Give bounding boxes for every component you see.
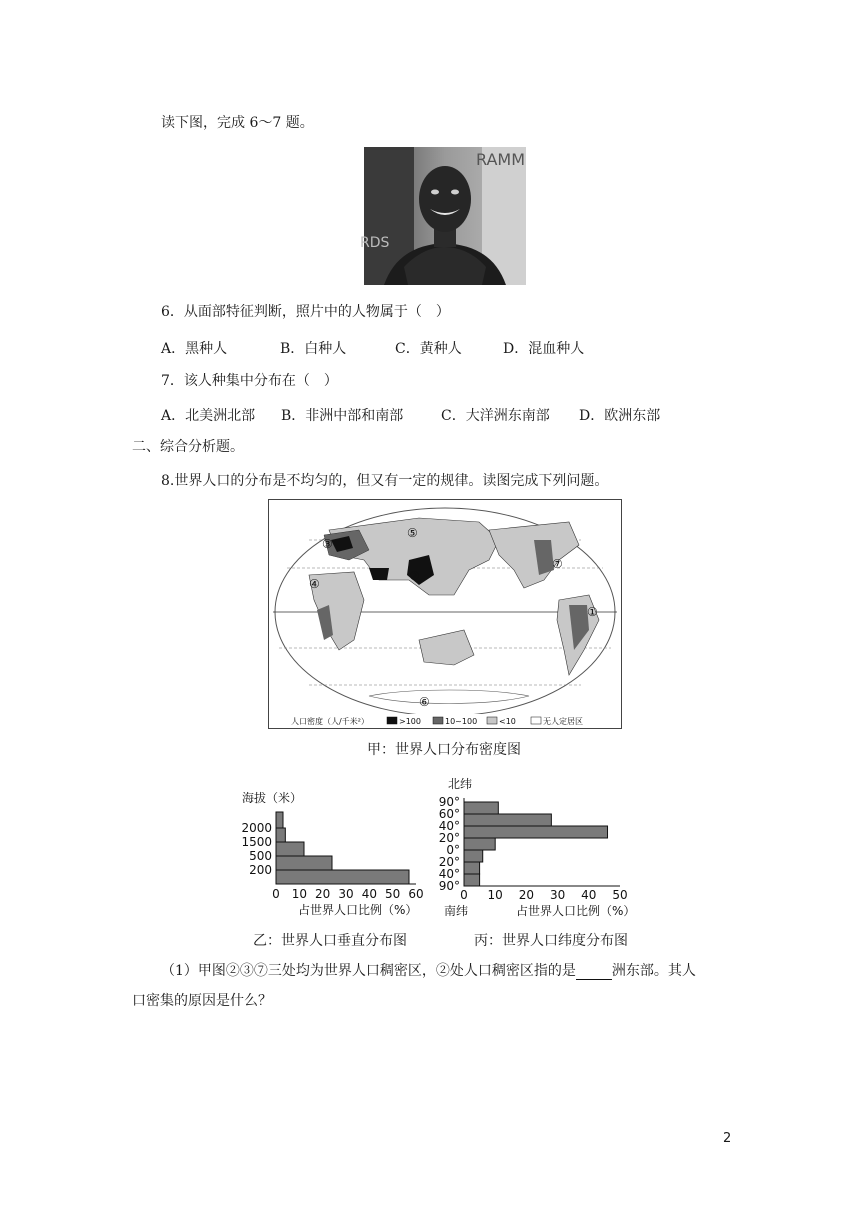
chart-bing-bar	[464, 826, 608, 838]
q6-option-c[interactable]: C．黄种人	[395, 341, 462, 357]
q8-sub1-text-a: （1）甲图②③⑦三处均为世界人口稠密区，②处人口稠密区指的是	[161, 963, 576, 979]
chart-yi-ytick: 200	[249, 863, 272, 877]
q7-option-a[interactable]: A．北美洲北部	[161, 408, 256, 424]
chart-yi-ytick: 500	[249, 849, 272, 863]
chart-yi-bar	[276, 812, 283, 828]
chart-bing-ytick: 20°	[438, 831, 460, 845]
chart-bing-ytick: 0°	[446, 843, 460, 857]
chart-yi-xtick: 60	[408, 887, 424, 901]
chart-bing-ytick: 20°	[438, 855, 460, 869]
chart-yi-xtick: 30	[338, 887, 354, 901]
intro-text: 读下图，完成 6～7 题。	[161, 115, 314, 131]
q7-option-c[interactable]: C．大洋洲东南部	[441, 408, 550, 424]
q6-option-b[interactable]: B．白种人	[280, 341, 347, 357]
watermark-top: RAMM	[476, 150, 526, 169]
chart-bing-xtick: 30	[549, 888, 566, 902]
chart-bing-xtick: 40	[581, 888, 597, 902]
chart-bing-ytick: 40°	[438, 819, 460, 833]
section-2-heading: 二、综合分析题。	[132, 439, 244, 455]
map-caption: 甲：世界人口分布密度图	[367, 742, 521, 758]
chart-bing-bar	[464, 814, 551, 826]
chart-bing-bar	[464, 802, 498, 814]
chart-bing-xtick: 20	[518, 888, 535, 902]
chart-bing-xlabel: 占世界人口比例（%）	[516, 904, 636, 918]
person-photo	[360, 147, 526, 285]
chart-yi-ytick: 1500	[241, 835, 272, 849]
chart-bing-ytick: 90°	[438, 879, 460, 893]
marker-7: ⑦	[552, 557, 563, 571]
legend-item-mid: 10~100	[445, 717, 478, 726]
q8-sub1-line1	[161, 962, 696, 980]
marker-5: ⑤	[407, 526, 418, 540]
chart-yi-xtick: 40	[361, 887, 377, 901]
chart-bing-xtick: 10	[487, 888, 503, 902]
legend-item-high: >100	[399, 717, 421, 726]
q7-option-b[interactable]: B．非洲中部和南部	[281, 408, 404, 424]
chart-yi-xlabel: 占世界人口比例（%）	[298, 903, 418, 917]
chart-bing-xtick: 50	[612, 888, 628, 902]
q6-option-d[interactable]: D．混血种人	[503, 341, 585, 357]
chart-latitude-distribution	[438, 770, 648, 924]
person-illustration	[360, 147, 526, 285]
marker-2: ②	[409, 569, 420, 583]
q8-stem: 8.世界人口的分布是不均匀的，但又有一定的规律。读图完成下列问题。	[161, 473, 609, 489]
chart-yi-caption: 乙：世界人口垂直分布图	[253, 933, 407, 949]
q8-sub1-text-b: 洲东部。其人	[611, 963, 696, 979]
chart-bing-ytick: 40°	[438, 867, 460, 881]
legend-item-none: 无人定居区	[543, 717, 583, 726]
q7-option-d[interactable]: D．欧洲东部	[579, 408, 661, 424]
q6-option-a[interactable]: A．黑种人	[161, 341, 228, 357]
marker-6: ⑥	[419, 695, 430, 709]
legend-label: 人口密度（人/千米²）	[291, 717, 369, 726]
marker-1: ①	[587, 605, 598, 619]
chart-bing-xtick: 0	[460, 888, 468, 902]
chart-yi-bar	[276, 856, 332, 870]
q8-sub1-line2: 口密集的原因是什么？	[132, 993, 272, 1009]
chart-yi-bar	[276, 828, 285, 842]
chart-yi-xtick: 10	[291, 887, 307, 901]
q6-stem: 6．从面部特征判断，照片中的人物属于（ ）	[161, 304, 450, 320]
chart-yi-bar	[276, 842, 304, 856]
chart-yi-xtick: 20	[315, 887, 331, 901]
chart-bing-ytick: 90°	[438, 795, 460, 809]
answer-blank[interactable]	[576, 965, 612, 980]
marker-4: ④	[309, 577, 320, 591]
chart-vertical-distribution	[236, 784, 436, 924]
marker-3: ③	[322, 537, 333, 551]
watermark-left: RDS	[360, 235, 390, 251]
legend-item-low: <10	[499, 717, 516, 726]
chart-bing-bar	[464, 850, 483, 862]
world-population-density-map	[268, 499, 622, 729]
chart-yi-bar	[276, 870, 409, 884]
chart-yi-ylabel: 海拔（米）	[242, 791, 303, 805]
chart-bing-top-label: 北纬	[448, 777, 473, 791]
page-number: 2	[723, 1131, 732, 1146]
chart-bing-bar	[464, 874, 480, 886]
q7-stem: 7．该人种集中分布在（ ）	[161, 373, 338, 389]
chart-bing-bar	[464, 838, 495, 850]
chart-yi-ytick: 2000	[241, 821, 272, 835]
chart-bing-bottom-label: 南纬	[444, 904, 469, 918]
chart-bing-caption: 丙：世界人口纬度分布图	[474, 933, 628, 949]
chart-yi-xtick: 50	[385, 887, 401, 901]
chart-bing-bar	[464, 862, 480, 874]
chart-bing-ytick: 60°	[438, 807, 460, 821]
chart-yi-xtick: 0	[272, 887, 280, 901]
